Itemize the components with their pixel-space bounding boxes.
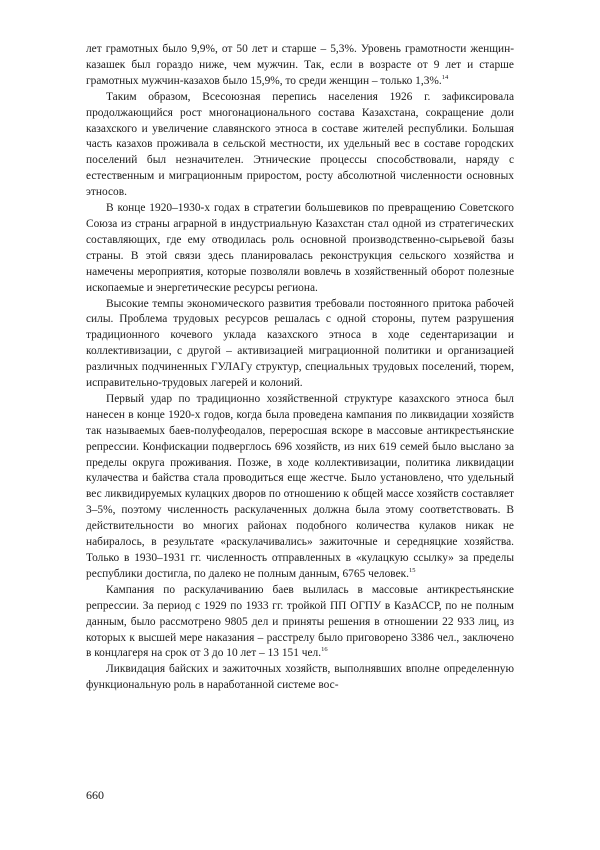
paragraph-text: лет грамотных было 9,9%, от 50 лет и старше – 5,3%. Уровень грамотности женщин-казашек был гораздо ниже, чем мужчин. Так, если в возрасте от 9 лет и старше грамотных мужчин-казахов было 15,9%, то среди женщин – только 1,3%.	[86, 43, 514, 87]
paragraph-text: Кампания по раскулачиванию баев вылилась в массовые антикрестьянские репрессии. За период с 1929 по 1933 гг. тройкой ПП ОГПУ в КазАССР, по не полным данным, было рассмотрено 9805 дел и приняты решения в отношении 22 933 лиц, из которых к высшей мере наказания – расстрелу было приговорено 3386 чел., заключено в концлагеря на срок от 3 до 10 лет – 13 151 чел.	[86, 583, 514, 660]
footnote-ref: 14	[441, 74, 449, 82]
body-text	[86, 42, 514, 694]
paragraph-bai-liquidation	[86, 392, 514, 583]
page-number: 660	[86, 788, 104, 802]
paragraph-text: Таким образом, Всесоюзная перепись населения 1926 г. зафиксировала продолжающийся рост многонационального состава Казахстана, сокращение доли казахского и увеличение славянского этноса в составе жителей республики. Большая часть казахов проживала в сельской местности, их удельный вес в составе городских поселений был незначителен. Этнические процессы способствовали, наряду с естественным и миграционным приростом, росту абсолютной численности основных этносов.	[86, 90, 514, 199]
paragraph-text: Ликвидация байских и зажиточных хозяйств, выполнявших вполне определенную функциональную роль в наработанной системе вос-	[86, 663, 514, 692]
paragraph-industrialization	[86, 201, 514, 296]
paragraph-text: Высокие темпы экономического развития требовали постоянного притока рабочей силы. Проблема трудовых ресурсов решалась с одной стороны, путем разрушения традиционного кочевого уклада казахского этноса в ходе седентаризации и коллективизации, с другой – активизацией миграционной политики и организацией различных подчиненных ГУЛАГу структур, специальных трудовых поселений, тюрем, исправительно-трудовых лагерей и колоний.	[86, 297, 514, 390]
paragraph-text: Первый удар по традиционно хозяйственной структуре казахского этноса был нанесен в конце 1920-х годов, когда была проведена кампания по ликвидации хозяйств так называемых баев-полуфеодалов, переросшая вскоре в массовые антикрестьянские репрессии. Конфискации подверглось 696 хозяйств, из них 619 семей было выслано за пределы округа проживания. Позже, в ходе коллективизации, политика ликвидации кулачества и байства стала проводиться еще жестче. Было установлено, что удельный вес ликвидируемых кулацких дворов по отношению к общей массе хозяйств составляет 3–5%, поэтому численность раскулаченных должна была этому соответствовать. В действительности во многих районах подобного количества кулаков никак не набиралось, в результате «раскулачивались» зажиточные и середняцкие хозяйства. Только в 1930–1931 гг. численность отправленных в «кулацкую ссылку» за пределы республики достигла, по далеко не полным данным, 6765 человек.	[86, 392, 514, 580]
paragraph-literacy-stats	[86, 42, 514, 90]
footnote-ref: 15	[409, 567, 416, 575]
paragraph-labor-resources	[86, 297, 514, 392]
paragraph-text: В конце 1920–1930-х годах в стратегии большевиков по превращению Советского Союза из страны аграрной в индустриальную Казахстан стал одной из стратегических составляющих, где ему отводилась роль основной производственно-сырьевой базы страны. В этой связи здесь планировалась реконструкция сельского хозяйства и намечены мероприятия, которые позволяли вовлечь в хозяйственный оборот полезные ископаемые и энергетические ресурсы региона.	[86, 202, 514, 294]
footnote-ref: 16	[321, 646, 328, 654]
paragraph-census-1926	[86, 90, 514, 201]
paragraph-repressions	[86, 583, 514, 663]
paragraph-continuation	[86, 662, 514, 694]
